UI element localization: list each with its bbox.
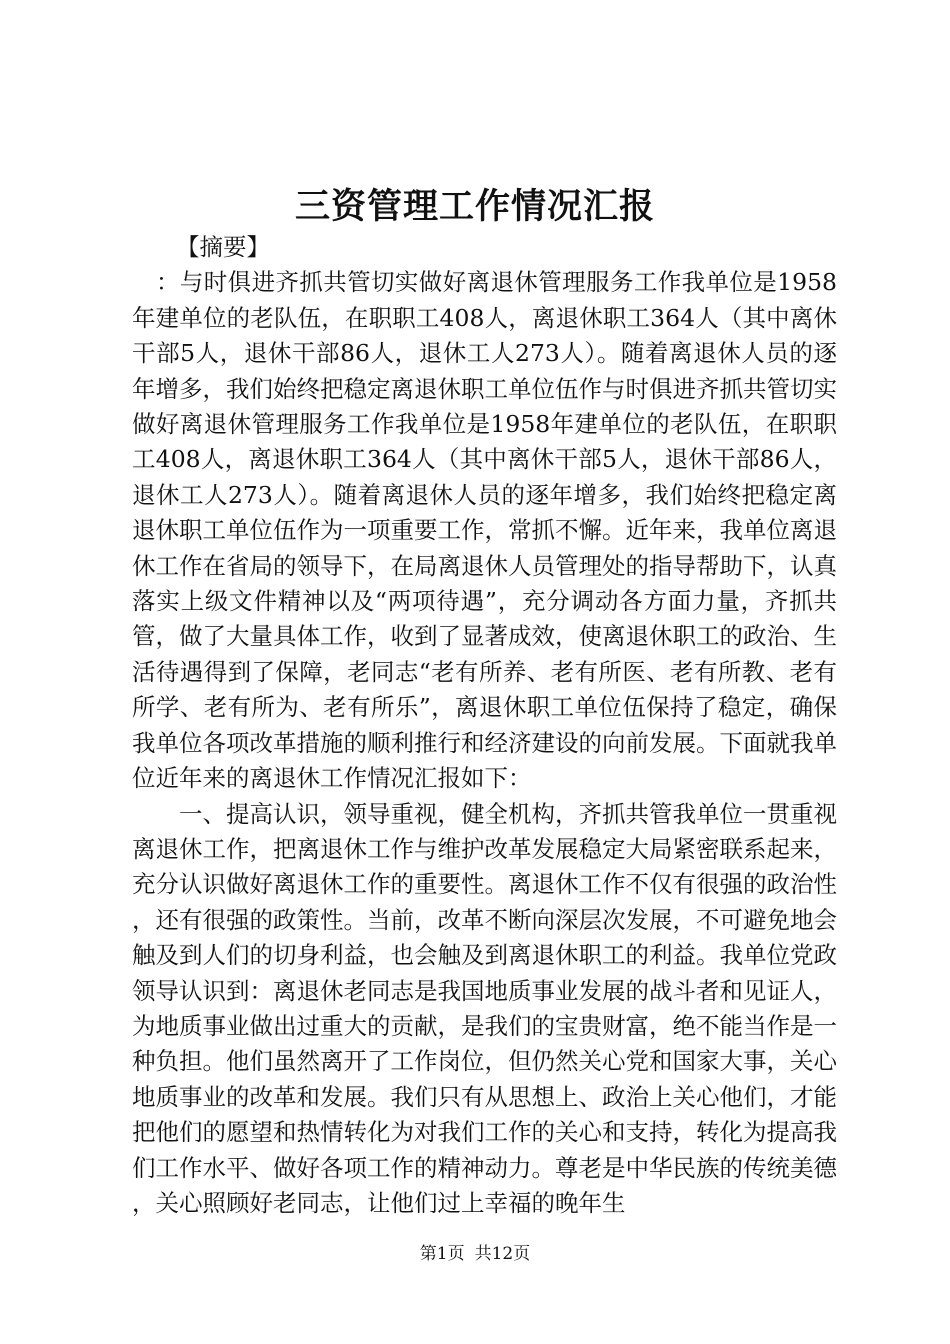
document-body	[132, 230, 837, 1221]
page-total: 共12页	[474, 1244, 531, 1264]
page-footer	[0, 1242, 950, 1266]
abstract-paragraph: ：与时俱进齐抓共管切实做好离退休管理服务工作我单位是1958年建单位的老队伍，在职职工408人，离退休职工364人（其中离休干部5人，退休干部86人，退休工人273人）。随着离退休人员的逐年增多，我们始终把稳定离退休职工单位伍作与时俱进齐抓共管切实做好离退休管理服务工作我单位是1958年建单位的老队伍，在职职工408人，离退休职工364人（其中离休干部5人，退休干部86人，退休工人273人）。随着离退休人员的逐年增多，我们始终把稳定离退休职工单位伍作为一项重要工作，常抓不懈。近年来，我单位离退休工作在省局的领导下，在局离退休人员管理处的指导帮助下，认真落实上级文件精神以及“两项待遇”，充分调动各方面力量，齐抓共管，做了大量具体工作，收到了显著成效，使离退休职工的政治、生活待遇得到了保障，老同志“老有所养、老有所医、老有所教、老有所学、老有所为、老有所乐”，离退休职工单位伍保持了稳定，确保我单位各项改革措施的顺利推行和经济建设的向前发展。下面就我单位近年来的离退休工作情况汇报如下：	[132, 268, 837, 793]
abstract-label: 【摘要】	[176, 233, 270, 261]
section-one-paragraph: 一、提高认识，领导重视，健全机构，齐抓共管我单位一贯重视离退休工作，把离退休工作与维护改革发展稳定大局紧密联系起来，充分认识做好离退休工作的重要性。离退休工作不仅有很强的政治性，还有很强的政策性。当前，改革不断向深层次发展，不可避免地会触及到人们的切身利益，也会触及到离退休职工的利益。我单位党政领导认识到：离退休老同志是我国地质事业发展的战斗者和见证人，为地质事业做出过重大的贡献，是我们的宝贵财富，绝不能当作是一种负担。他们虽然离开了工作岗位，但仍然关心党和国家大事，关心地质事业的改革和发展。我们只有从思想上、政治上关心他们，才能把他们的愿望和热情转化为对我们工作的关心和支持，转化为提高我们工作水平、做好各项工作的精神动力。尊老是中华民族的传统美德，关心照顾好老同志，让他们过上幸福的晚年生	[132, 799, 837, 1217]
page-number: 第1页	[419, 1244, 465, 1264]
document-title: 三资管理工作情况汇报	[294, 186, 655, 227]
